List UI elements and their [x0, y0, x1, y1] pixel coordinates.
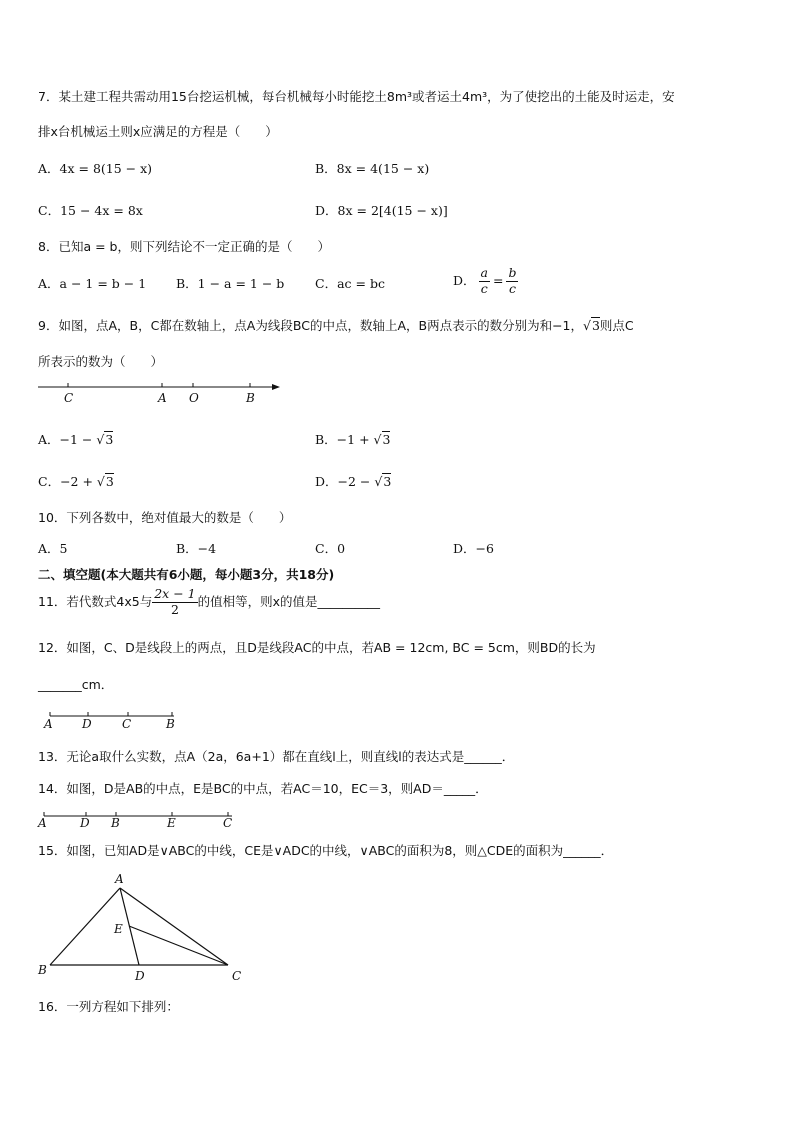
q9-option-b: B．−1 + √3	[315, 432, 391, 447]
seg-label-d: D	[80, 816, 90, 830]
q7-line2: 排x台机械运土则x应满足的方程是（ ）	[38, 124, 278, 139]
q12-line2: _______cm．	[38, 677, 114, 692]
q8-option-b: B．1 − a = 1 − b	[176, 276, 285, 291]
axis-label-c: C	[64, 391, 74, 405]
axis-label-o: O	[189, 391, 199, 405]
q7-option-c: C．15 − 4x = 8x	[38, 203, 143, 218]
q10-option-d: D．−6	[453, 541, 494, 556]
seg-label-c: C	[223, 816, 233, 830]
q10-option-b: B．−4	[176, 541, 217, 556]
q14-stem: 14．如图，D是AB的中点，E是BC的中点，若AC＝10，EC＝3，则AD＝_____．	[38, 781, 488, 796]
seg-label-b: B	[111, 816, 120, 830]
q8-stem: 8．已知a = b，则下列结论不一定正确的是（ ）	[38, 239, 330, 254]
q8-option-d	[453, 267, 518, 295]
q10-option-c: C．0	[315, 541, 346, 556]
q13-stem: 13．无论a取什么实数，点A（2a，6a+1）都在直线l上，则直线l的表达式是______．	[38, 749, 515, 764]
axis-label-a: A	[158, 391, 167, 405]
axis-label-b: B	[246, 391, 255, 405]
sqrt-symbol: √	[583, 318, 591, 333]
seg-label-e: E	[167, 816, 176, 830]
seg-label-a: A	[38, 816, 47, 830]
q8-fraction-b-c: $\frac{b}{c}$	[508, 265, 517, 296]
q9-option-a: A．−1 − √3	[38, 432, 114, 447]
q9-option-c: C．−2 + √3	[38, 474, 114, 489]
q8-fraction-a-c: $\frac{a}{c}$	[480, 265, 488, 296]
q8-option-a: A．a − 1 = b − 1	[38, 276, 147, 291]
q7-option-d: D．8x = 2[4(15 − x)]	[315, 203, 448, 218]
seg-label-b: B	[166, 717, 175, 731]
q16-stem: 16．一列方程如下排列：	[38, 999, 179, 1014]
q9-line2: 所表示的数为（ ）	[38, 354, 164, 369]
q7-line1: 7．某土建工程共需动用15台挖运机械，每台机械每小时能挖土8m³或者运土4m³，为了使挖出的土能及时运走，安	[38, 89, 675, 104]
q9-option-d: D．−2 − √3	[315, 474, 392, 489]
q10-stem: 10．下列各数中，绝对值最大的数是（ ）	[38, 510, 292, 525]
tri-label-d: D	[135, 969, 145, 983]
tri-label-b: B	[38, 963, 47, 977]
q8-option-c: C．ac = bc	[315, 276, 385, 291]
tri-label-a: A	[115, 872, 124, 886]
q12-segment-diagram	[44, 710, 184, 732]
tri-label-c: C	[232, 969, 242, 983]
q7-option-a: A．4x = 8(15 − x)	[38, 161, 153, 176]
q14-segment-diagram	[38, 810, 238, 832]
q15-stem: 15．如图，已知AD是∨ABC的中线，CE是∨ADC的中线，∨ABC的面积为8，则△CDE的面积为______．	[38, 843, 614, 858]
q11-fraction: $\frac{2x - 1}{2}$	[154, 586, 196, 617]
tri-label-e: E	[114, 922, 123, 936]
q9-line1: 9．如图，点A，B，C都在数轴上，点A为线段BC的中点，数轴上A，B两点表示的数分别为和−1，√3则点C	[38, 318, 634, 333]
seg-label-a: A	[44, 717, 53, 731]
q7-option-b: B．8x = 4(15 − x)	[315, 161, 430, 176]
section-heading: 二、填空题(本大题共有6小题，每小题3分，共18分)	[38, 567, 335, 582]
seg-label-d: D	[82, 717, 92, 731]
seg-label-c: C	[122, 717, 132, 731]
q9-number-line	[38, 380, 288, 410]
q12-line1: 12．如图，C、D是线段上的两点，且D是线段AC的中点，若AB = 12cm, BC = 5cm，则BD的长为	[38, 640, 596, 655]
q10-option-a: A．5	[38, 541, 68, 556]
q15-triangle-diagram	[36, 870, 256, 985]
q8-option-d-label: D．	[453, 272, 476, 288]
q11: 11．若代数式4x5与 $\frac{2x - 1}{2}$ 的值相等，则x的值是__________	[38, 586, 381, 617]
q8-equals: =	[492, 272, 504, 288]
